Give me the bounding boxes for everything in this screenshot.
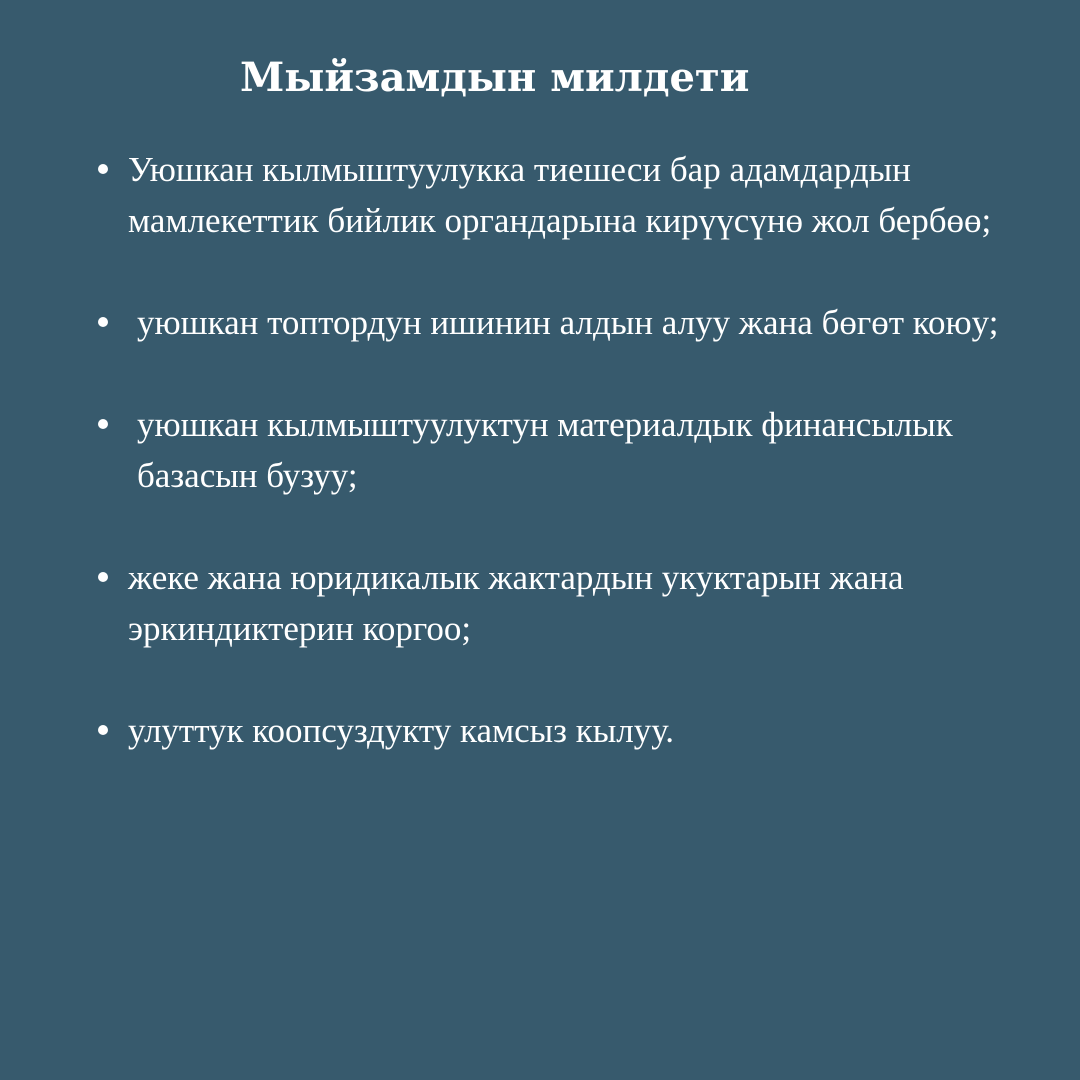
bullet-item xyxy=(96,297,1026,348)
bullet-list xyxy=(96,144,1026,756)
bullet-icon xyxy=(98,572,108,582)
bullet-text: улуттук коопсуздукту камсыз кылуу. xyxy=(128,711,674,750)
bullet-text: уюшкан кылмыштуулуктун материалдык финансылык базасын бузуу; xyxy=(137,405,953,495)
bullet-icon xyxy=(98,317,108,327)
bullet-icon xyxy=(98,725,108,735)
bullet-icon xyxy=(98,419,108,429)
bullet-icon xyxy=(98,164,108,174)
bullet-text: жеке жана юридикалык жактардын укуктарын жана эркиндиктерин коргоо; xyxy=(128,558,904,648)
slide-title: Мыйзамдын милдети xyxy=(240,54,750,101)
bullet-item xyxy=(96,552,1026,654)
bullet-item xyxy=(96,399,1026,501)
bullet-item xyxy=(96,144,1026,246)
bullet-text: уюшкан топтордун ишинин алдын алуу жана бөгөт коюу; xyxy=(137,303,999,342)
bullet-item xyxy=(96,705,1026,756)
bullet-text: Уюшкан кылмыштуулукка тиешеси бар адамдардын мамлекеттик бийлик органдарына кирүүсүнө жол бербөө; xyxy=(128,150,992,240)
